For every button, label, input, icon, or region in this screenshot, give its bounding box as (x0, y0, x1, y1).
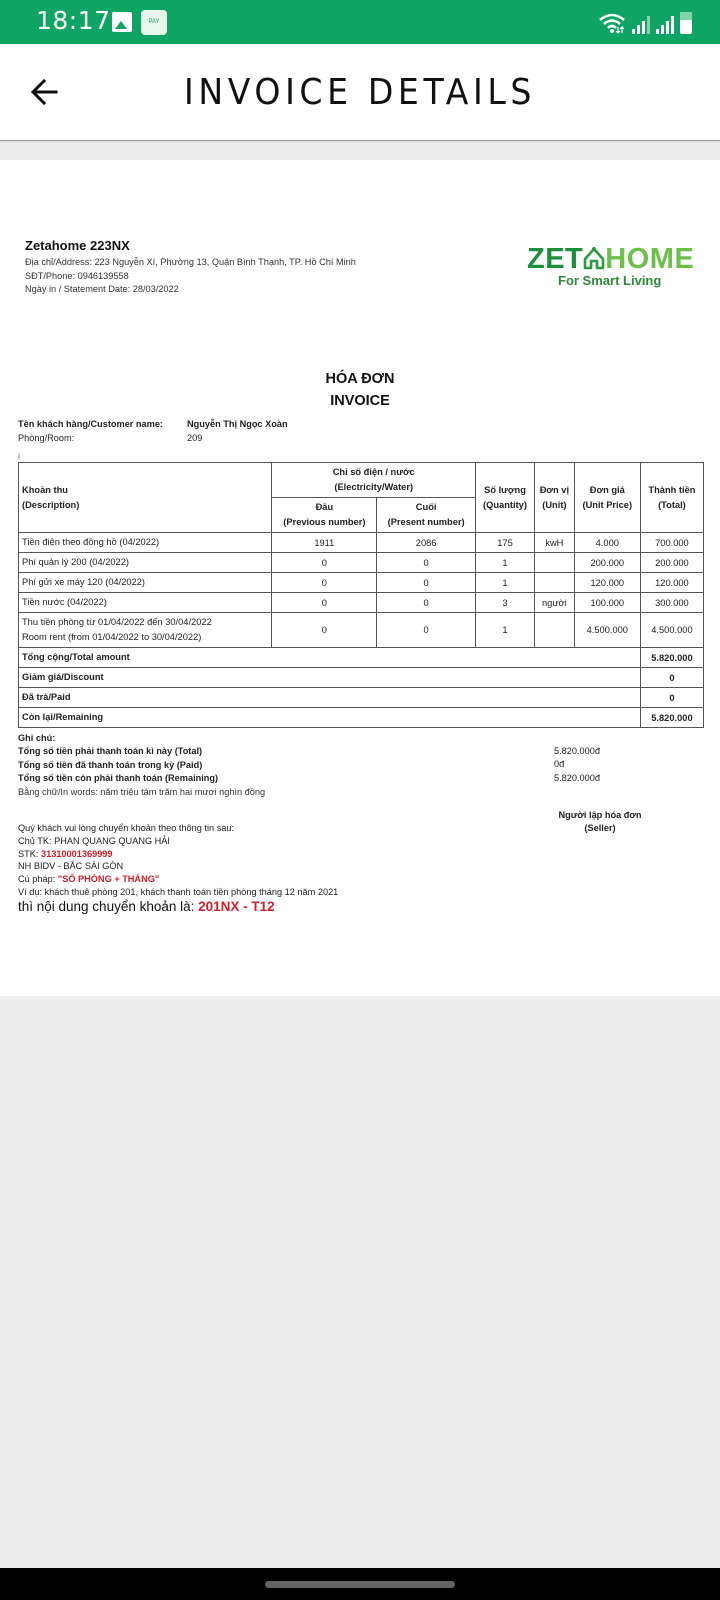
summary-row-discount (19, 668, 704, 688)
row-total: 120.000 (640, 573, 703, 593)
logo-tagline: For Smart Living (558, 273, 662, 288)
app-bar (0, 44, 720, 141)
statement-date: Ngày in / Statement Date: 28/03/2022 (25, 284, 179, 294)
summary-label: Đã trả/Paid (19, 688, 272, 708)
payment-intro: Quý khách vui lòng chuyển khoản theo thông tin sau: (18, 823, 235, 833)
row-unit-price: 120.000 (574, 573, 640, 593)
row-quantity: 1 (475, 613, 534, 648)
invoice-table (18, 462, 704, 728)
row-previous: 0 (272, 553, 377, 573)
room-value: 209 (187, 432, 203, 443)
header-unit-price: Đơn giá (Unit Price) (574, 463, 640, 533)
summary-row-paid (19, 688, 704, 708)
row-present: 0 (377, 613, 476, 648)
status-icons (598, 10, 692, 34)
row-unit (535, 613, 575, 648)
summary-label: Còn lại/Remaining (19, 708, 272, 728)
transfer-content: 201NX - T12 (198, 898, 275, 914)
row-description: Phí quản lý 200 (04/2022) (19, 553, 272, 573)
row-unit-price: 4.000 (574, 533, 640, 553)
summary-value: 0 (640, 688, 703, 708)
battery-icon (680, 12, 692, 34)
row-unit-price: 100.000 (574, 593, 640, 613)
company-address: Địa chỉ/Address: 223 Nguyễn Xí, Phường 13, Quận Bình Thạnh, TP. Hồ Chí Minh (25, 257, 356, 267)
notes-paid-value: 0đ (554, 759, 565, 770)
invoice-title (0, 368, 720, 412)
notes-heading: Ghi chú: (18, 733, 56, 743)
payment-example: Ví dụ: khách thuê phòng 201, khách thanh toán tiền phòng tháng 12 năm 2021 (18, 886, 339, 897)
summary-value: 5.820.000 (640, 648, 703, 668)
account-number-line: STK: 31310001369999 (18, 848, 113, 859)
row-previous: 0 (272, 593, 377, 613)
status-bar (0, 0, 720, 44)
seller-signature (540, 809, 660, 835)
syntax-value: "SỐ PHÒNG + THÁNG" (57, 874, 160, 885)
transfer-content-line: thì nội dung chuyển khoản là: 201NX - T12 (18, 898, 275, 914)
account-holder: Chủ TK: PHAN QUANG QUANG HẢI (18, 835, 170, 846)
company-info (25, 238, 356, 297)
logo-text-left: ZET (527, 243, 584, 275)
account-number: 31310001369999 (40, 848, 113, 859)
bank-name: NH BIDV - BẮC SÀI GÒN (18, 861, 124, 872)
notes-total-value: 5.820.000đ (554, 746, 600, 756)
row-previous: 0 (272, 613, 377, 648)
wifi-icon (598, 12, 626, 34)
row-unit (535, 553, 575, 573)
row-present: 0 (377, 553, 476, 573)
invoice-title-en: INVOICE (330, 393, 390, 409)
amount-in-words: Bằng chữ/In words: năm triệu tám trăm hai mươi nghìn đồng (18, 786, 266, 797)
status-time: 18:17 (36, 6, 111, 35)
house-icon (583, 246, 605, 270)
header-previous: Đầu (Previous number) (272, 498, 377, 533)
seller-label-vi: Người lập hóa đơn (558, 810, 642, 820)
row-quantity: 3 (475, 593, 534, 613)
table-row (19, 593, 704, 613)
company-name: Zetahome 223NX (25, 238, 130, 253)
gallery-icon (112, 12, 132, 32)
row-quantity: 175 (475, 533, 534, 553)
page-title: INVOICE DETAILS (183, 72, 537, 113)
logo-text-right: HOME (605, 243, 695, 275)
row-total: 4.500.000 (640, 613, 703, 648)
row-present: 0 (377, 573, 476, 593)
header-unit: Đơn vị (Unit) (535, 463, 575, 533)
row-unit (535, 573, 575, 593)
notes-section (18, 732, 265, 799)
summary-label: Tổng cộng/Total amount (19, 648, 272, 668)
notes-remaining-value: 5.820.000đ (554, 772, 600, 783)
row-total: 300.000 (640, 593, 703, 613)
header-quantity: Số lượng (Quantity) (475, 463, 534, 533)
row-total: 200.000 (640, 553, 703, 573)
row-unit: kwH (535, 533, 575, 553)
invoice-document (0, 160, 720, 996)
summary-row-total (19, 648, 704, 668)
summary-row-remaining (19, 708, 704, 728)
row-description: Tiền nước (04/2022) (19, 593, 272, 613)
summary-value: 5.820.000 (640, 708, 703, 728)
row-previous: 1911 (272, 533, 377, 553)
row-present: 2086 (377, 533, 476, 553)
syntax-line: Cú pháp: "SỐ PHÒNG + THÁNG" (18, 874, 160, 885)
signal-icon (656, 16, 674, 34)
pay-app-icon: PAY (141, 10, 167, 35)
room-label: Phòng/Room: (18, 432, 75, 443)
table-row (19, 533, 704, 553)
row-description: Tiền điện theo đồng hồ (04/2022) (19, 533, 272, 553)
header-total: Thành tiền (Total) (640, 463, 703, 533)
notes-total-label: Tổng số tiền phải thanh toán kì này (Total) (18, 746, 203, 757)
row-description: Thu tiền phòng từ 01/04/2022 đến 30/04/2022 Room rent (from 01/04/2022 to 30/04/2022) (19, 613, 272, 648)
zetahome-logo (527, 244, 699, 288)
customer-name-label: Tên khách hàng/Customer name: (18, 419, 163, 429)
row-unit-price: 200.000 (574, 553, 640, 573)
notes-paid-label: Tổng số tiền đã thanh toán trong kỳ (Paid) (18, 759, 203, 770)
header-present: Cuối (Present number) (377, 498, 476, 533)
row-total: 700.000 (640, 533, 703, 553)
summary-value: 0 (640, 668, 703, 688)
notes-remaining-label: Tổng số tiền còn phải thanh toán (Remaining) (18, 773, 219, 784)
table-row (19, 573, 704, 593)
seller-label-en: (Seller) (584, 823, 616, 833)
row-unit: người (535, 593, 575, 613)
row-quantity: 1 (475, 573, 534, 593)
stray-mark: i (18, 451, 20, 461)
company-phone: SĐT/Phone: 0946139558 (25, 270, 129, 281)
table-row (19, 553, 704, 573)
header-meter-group: Chỉ số điện / nước (Electricity/Water) (272, 463, 476, 498)
invoice-title-vi: HÓA ĐƠN (325, 371, 395, 387)
system-nav-bar (0, 1568, 720, 1600)
row-description: Phí gửi xe máy 120 (04/2022) (19, 573, 272, 593)
notes-values (554, 745, 600, 785)
summary-label: Giảm giá/Discount (19, 668, 272, 688)
header-description: Khoản thu (Description) (19, 463, 272, 533)
payment-info (18, 822, 338, 915)
row-previous: 0 (272, 573, 377, 593)
row-quantity: 1 (475, 553, 534, 573)
row-present: 0 (377, 593, 476, 613)
signal-icon (632, 16, 650, 34)
customer-name-value: Nguyễn Thị Ngọc Xoàn (187, 419, 288, 429)
table-row (19, 613, 704, 648)
home-gesture-handle[interactable] (265, 1581, 455, 1588)
customer-info (18, 418, 288, 445)
row-unit-price: 4.500.000 (574, 613, 640, 648)
